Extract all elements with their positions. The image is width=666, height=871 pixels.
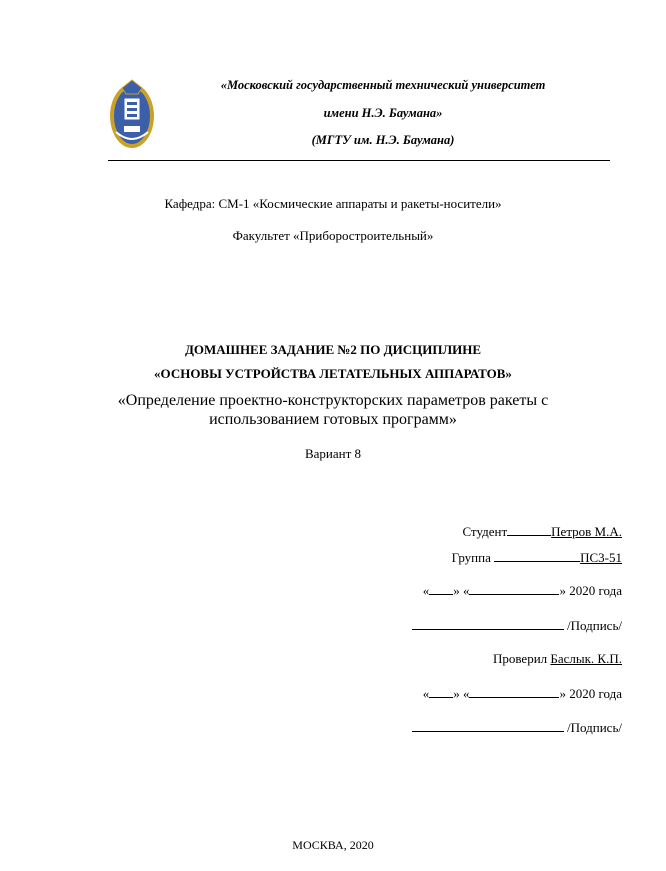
month-blank	[469, 582, 559, 595]
student-name: Петров М.А.	[551, 524, 622, 539]
date-mid-quote: » «	[453, 686, 470, 701]
group-row	[452, 549, 622, 566]
footer-city-year: МОСКВА, 2020	[292, 838, 374, 852]
signature-label: /Подпись/	[567, 618, 622, 633]
subtitle-line-2: использованием готовых программ»	[209, 411, 457, 428]
day-blank	[429, 685, 453, 698]
signature-blank	[412, 719, 564, 732]
checked-label: Проверил	[492, 651, 548, 666]
variant-label: Вариант 8	[304, 446, 362, 461]
university-emblem-icon	[108, 72, 156, 152]
date-open-quote: «	[422, 686, 430, 701]
date-mid-quote: » «	[453, 583, 470, 598]
date-year: » 2020 года	[559, 686, 622, 701]
student-blank	[507, 523, 551, 536]
checker-signature-row	[412, 719, 622, 736]
university-abbreviation: (МГТУ им. Н.Э. Баумана)	[311, 133, 455, 147]
checked-name: Баслык. К.П.	[550, 651, 622, 666]
student-row	[462, 523, 622, 540]
signature-blank	[412, 617, 564, 630]
date-open-quote: «	[422, 583, 430, 598]
university-named-after: имени Н.Э. Баумана»	[323, 106, 443, 120]
month-blank	[469, 685, 559, 698]
checked-row	[493, 651, 622, 667]
group-blank	[494, 549, 580, 562]
group-value: ПС3-51	[580, 550, 622, 565]
checker-date-row	[423, 685, 622, 702]
signature-label: /Подпись/	[567, 720, 622, 735]
title-line-1: ДОМАШНЕЕ ЗАДАНИЕ №2 ПО ДИСЦИПЛИНЕ	[184, 342, 482, 357]
group-label: Группа	[451, 550, 491, 565]
subtitle-line-1: «Определение проектно-конструкторских параметров ракеты с	[117, 392, 549, 409]
faculty-line: Факультет «Приборостроительный»	[232, 228, 434, 243]
date-year: » 2020 года	[559, 583, 622, 598]
department-line: Кафедра: СМ-1 «Космические аппараты и ракеты-носители»	[164, 196, 502, 211]
student-date-row	[423, 582, 622, 599]
title-line-2: «ОСНОВЫ УСТРОЙСТВА ЛЕТАТЕЛЬНЫХ АППАРАТОВ»	[154, 366, 512, 381]
university-name: «Московский государственный технический университет	[220, 78, 546, 92]
student-label: Студент	[462, 524, 508, 539]
day-blank	[429, 582, 453, 595]
student-signature-row	[412, 617, 622, 634]
header-divider	[108, 160, 610, 161]
